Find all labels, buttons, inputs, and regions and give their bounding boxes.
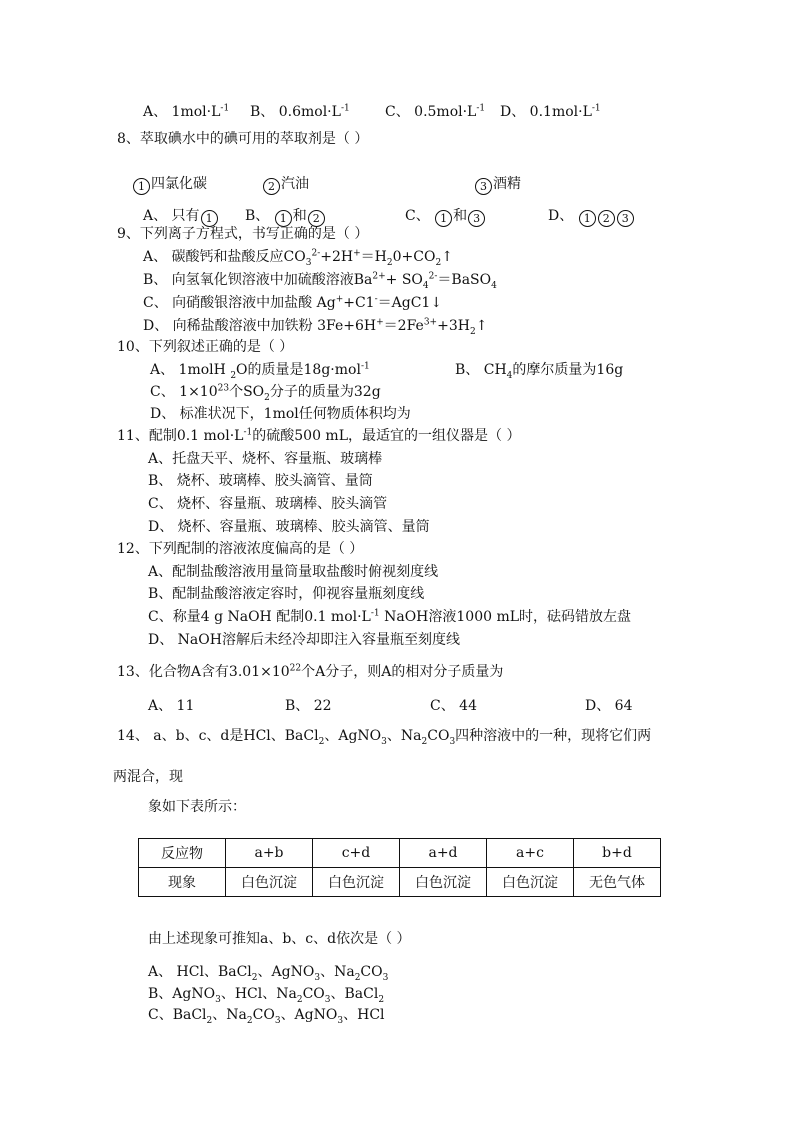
q11-stem: 11、配制0.1 $mol\cdot L^{-1}$的硫酸500 mL，最适宜的一组仪器是（ ）: [117, 427, 521, 444]
q9-option-d: D、 向稀盐酸溶液中加铁粉 $3Fe+6H^+=2Fe^{3+}+3H_2↑$: [143, 317, 488, 337]
q8-option-b: B、 1 和 2: [245, 205, 326, 227]
q9-option-b: B、 向氢氧化钡溶液中加硫酸溶液$Ba^{2+}+$ $SO_4^{2-}=BaSO_4$: [143, 271, 497, 291]
q10-option-a: A、 1molH $_2$O的质量是18g·mol$^{-1}$: [150, 361, 370, 381]
q9-stem: 9、下列离子方程式，书写正确的是（ ）: [117, 226, 369, 242]
circled-number-icon: 3: [468, 210, 485, 227]
q7-option-a: A、 $1mol\cdot L^{-1}$: [143, 103, 230, 120]
q12-option-a: A、配制盐酸溶液用量筒量取盐酸时俯视刻度线: [148, 564, 439, 580]
q9-option-a: A、 碳酸钙和盐酸反应$CO_3^{2-}+2H^+=H_20+CO_2↑$: [143, 248, 453, 268]
q8-item-1: 1 四氯化碳: [132, 173, 207, 195]
circled-number-icon: 2: [598, 210, 615, 227]
q8-option-d: D、 1 2 3: [548, 205, 635, 227]
q12-stem: 12、下列配制的溶液浓度偏高的是（ ）: [117, 541, 364, 557]
q8-item-2: 2 汽油: [262, 173, 309, 195]
q14-stem: 14、 a、b、c、d是HCl、BaCl$_2$、AgNO$_3$、$Na_2CO_3$四种溶液中的一种，现将它们两: [117, 728, 652, 747]
q8-stem: 8、萃取碘水中的碘可用的萃取剂是（ ）: [117, 131, 369, 147]
q11-option-a: A、托盘天平、烧杯、容量瓶、玻璃棒: [148, 451, 383, 467]
table-cell: 白色沉淀: [400, 868, 487, 897]
q13-option-b: B、 22: [285, 698, 332, 714]
table-cell: 白色沉淀: [487, 868, 574, 897]
q13-option-c: C、 44: [430, 698, 477, 714]
q14-option-b: B、AgNO$_3$、HCl、$Na_2CO_3$、BaCl$_2$: [148, 986, 385, 1005]
q13-option-a: A、 11: [148, 698, 195, 714]
table-header-cell: a+d: [400, 839, 487, 868]
q10-option-c: C、 $1\times 10^{23}$个$SO_2$分子的质量为32g: [150, 383, 381, 403]
q8-option-c: C、 1 和 3: [405, 205, 486, 227]
table-cell: 白色沉淀: [226, 868, 313, 897]
q8-option-a: A、 只有 1: [143, 205, 219, 227]
table-header-cell: b+d: [574, 839, 661, 868]
q11-option-b: B、 烧杯、玻璃棒、胶头滴管、量筒: [148, 473, 373, 489]
q13-option-d: D、 64: [585, 698, 633, 714]
q10-stem: 10、下列叙述正确的是（ ）: [117, 339, 294, 355]
table-cell: 无色气体: [574, 868, 661, 897]
q10-option-b: B、 $CH_4$的摩尔质量为16g: [455, 362, 624, 381]
table-header-cell: a+b: [226, 839, 313, 868]
q10-option-d: D、 标准状况下，1mol任何物质体积均为: [150, 406, 411, 422]
q14-option-a: A、 HCl、BaCl$_2$、AgNO$_3$、$Na_2CO_3$: [148, 964, 389, 983]
q13-stem: 13、化合物A含有$3.01\times 10^{22}$个A分子，则A的相对分子质量为: [117, 663, 504, 680]
q7-option-c: C、 $0.5mol\cdot L^{-1}$: [385, 103, 486, 120]
q14-stem-line2: 两混合，现: [113, 769, 183, 785]
circled-number-icon: 3: [617, 210, 634, 227]
table-header-cell: a+c: [487, 839, 574, 868]
q14-infer: 由上述现象可推知a、b、c、d依次是（ ）: [148, 931, 411, 947]
table-cell: 白色沉淀: [313, 868, 400, 897]
circled-number-icon: 1: [133, 178, 150, 195]
q14-stem-line3: 象如下表所示：: [148, 799, 246, 815]
circled-number-icon: 1: [275, 210, 292, 227]
q12-option-d: D、 NaOH溶解后未经冷却即注入容量瓶至刻度线: [148, 632, 460, 648]
table-header-cell: 反应物: [139, 839, 226, 868]
q7-option-b: B、 $0.6mol\cdot L^{-1}$: [250, 103, 350, 120]
q8-item-3: 3 酒精: [474, 173, 521, 195]
table-cell: 现象: [139, 868, 226, 897]
q14-option-c: C、BaCl$_2$、$Na_2CO_3$、AgNO$_3$、HCl: [148, 1007, 385, 1026]
circled-number-icon: 2: [263, 178, 280, 195]
q12-option-c: C、称量4 g NaOH 配制0.1 $mol\cdot L^{-1}$ NaOH溶液1000 mL时，砝码错放左盘: [148, 608, 632, 625]
q12-option-b: B、配制盐酸溶液定容时，仰视容量瓶刻度线: [148, 586, 425, 602]
table-row: [139, 839, 661, 868]
circled-number-icon: 2: [308, 210, 325, 227]
q7-option-d: D、 $0.1mol\cdot L^{-1}$: [500, 103, 601, 120]
circled-number-icon: 1: [579, 210, 596, 227]
circled-number-icon: 1: [435, 210, 452, 227]
circled-number-icon: 3: [475, 178, 492, 195]
table-row: [139, 868, 661, 897]
circled-number-icon: 1: [201, 210, 218, 227]
q9-option-c: C、 向硝酸银溶液中加盐酸 Ag++C1-＝AgC1↓: [143, 294, 443, 311]
q11-option-c: C、 烧杯、容量瓶、玻璃棒、胶头滴管: [148, 496, 388, 512]
q11-option-d: D、 烧杯、容量瓶、玻璃棒、胶头滴管、量筒: [148, 519, 430, 535]
reaction-table: [138, 838, 661, 897]
table-header-cell: c+d: [313, 839, 400, 868]
